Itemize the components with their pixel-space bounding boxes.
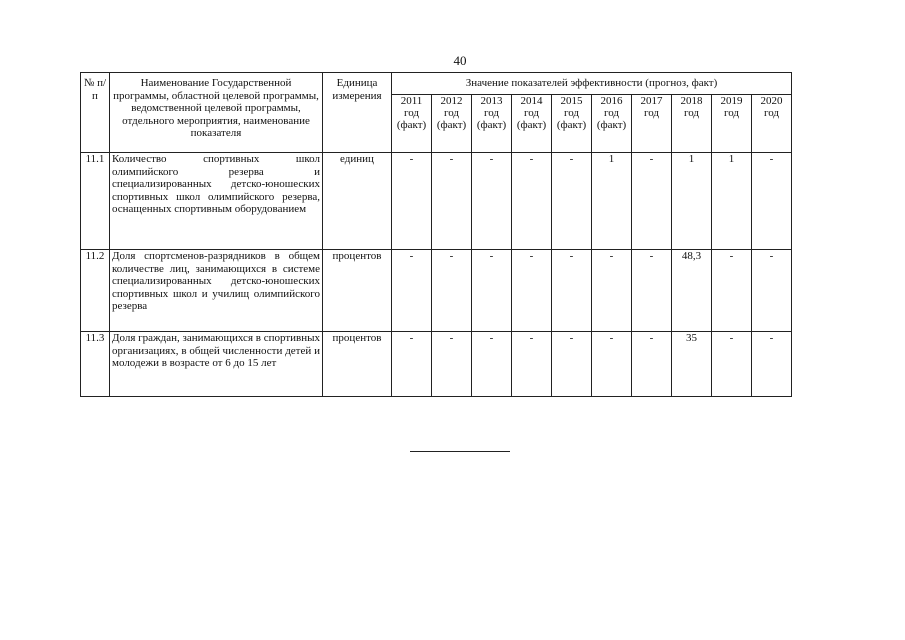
header-year-year: 2011 bbox=[400, 95, 423, 107]
value-cell-2015: - bbox=[552, 332, 592, 397]
header-year-year: 2012 bbox=[440, 95, 463, 107]
header-year-line2: год bbox=[763, 107, 780, 119]
value-cell-2012: - bbox=[432, 332, 472, 397]
header-year-2016 bbox=[592, 95, 632, 153]
indicator-name: Доля граждан, занимающихся в спортивных организациях, в общей численности детей и молодежи в возрасте от 6 до 15 лет bbox=[110, 332, 323, 397]
header-year-line2: год bbox=[403, 107, 420, 119]
indicator-unit: процентов bbox=[323, 250, 392, 332]
header-year-year: 2018 bbox=[680, 95, 703, 107]
header-year-year: 2013 bbox=[480, 95, 503, 107]
indicator-unit: процентов bbox=[323, 332, 392, 397]
header-year-line3: (факт) bbox=[516, 119, 547, 131]
header-year-2019 bbox=[712, 95, 752, 153]
table-row bbox=[81, 250, 792, 332]
closing-rule bbox=[410, 451, 510, 452]
row-number: 11.1 bbox=[81, 153, 110, 250]
header-year-2017 bbox=[632, 95, 672, 153]
value-cell-2011: - bbox=[392, 250, 432, 332]
value-cell-2017: - bbox=[632, 250, 672, 332]
header-year-year: 2017 bbox=[640, 95, 663, 107]
indicator-unit: единиц bbox=[323, 153, 392, 250]
header-year-line3: (факт) bbox=[436, 119, 467, 131]
header-year-line2: год bbox=[603, 107, 620, 119]
indicator-name: Количество спортивных школ олимпийского резерва и специализированных детско-юношеских спортивных школ олимпийского резерва, оснащенных спортивным оборудованием bbox=[110, 153, 323, 250]
value-cell-2015: - bbox=[552, 153, 592, 250]
header-year-line2: год bbox=[523, 107, 540, 119]
value-cell-2011: - bbox=[392, 332, 432, 397]
value-cell-2016: 1 bbox=[592, 153, 632, 250]
header-year-line2: год bbox=[443, 107, 460, 119]
header-year-line3: (факт) bbox=[476, 119, 507, 131]
value-cell-2020: - bbox=[752, 153, 792, 250]
header-year-line2: год bbox=[643, 107, 660, 119]
value-cell-2016: - bbox=[592, 250, 632, 332]
value-cell-2015: - bbox=[552, 250, 592, 332]
value-cell-2014: - bbox=[512, 153, 552, 250]
header-year-line3: (факт) bbox=[596, 119, 627, 131]
header-year-year: 2019 bbox=[720, 95, 743, 107]
indicators-table bbox=[80, 72, 792, 397]
table-row bbox=[81, 332, 792, 397]
header-year-2015 bbox=[552, 95, 592, 153]
value-cell-2012: - bbox=[432, 250, 472, 332]
header-year-line3: (факт) bbox=[396, 119, 427, 131]
header-year-line2: год bbox=[683, 107, 700, 119]
value-cell-2017: - bbox=[632, 153, 672, 250]
value-cell-2020: - bbox=[752, 332, 792, 397]
header-year-2018 bbox=[672, 95, 712, 153]
header-values-group: Значение показателей эффективности (прогноз, факт) bbox=[392, 73, 792, 95]
value-cell-2018: 48,3 bbox=[672, 250, 712, 332]
header-unit: Единица измерения bbox=[323, 73, 392, 153]
header-year-2013 bbox=[472, 95, 512, 153]
value-cell-2018: 35 bbox=[672, 332, 712, 397]
header-name: Наименование Государственной программы, областной целевой программы, ведомственной целевой программы, отдельного мероприятия, наименование показателя bbox=[110, 73, 323, 153]
header-year-2012 bbox=[432, 95, 472, 153]
value-cell-2013: - bbox=[472, 250, 512, 332]
value-cell-2020: - bbox=[752, 250, 792, 332]
table-body bbox=[81, 153, 792, 397]
page-number: 40 bbox=[453, 53, 467, 68]
indicator-name: Доля спортсменов-разрядников в общем количестве лиц, занимающихся в системе специализированных детско-юношеских спортивных школ и училищ олимпийского резерва bbox=[110, 250, 323, 332]
value-cell-2019: - bbox=[712, 250, 752, 332]
row-number: 11.3 bbox=[81, 332, 110, 397]
table-row bbox=[81, 153, 792, 250]
value-cell-2013: - bbox=[472, 153, 512, 250]
value-cell-2014: - bbox=[512, 332, 552, 397]
header-year-line2: год bbox=[723, 107, 740, 119]
value-cell-2014: - bbox=[512, 250, 552, 332]
header-year-2011 bbox=[392, 95, 432, 153]
header-year-line2: год bbox=[563, 107, 580, 119]
value-cell-2012: - bbox=[432, 153, 472, 250]
header-no: № п/п bbox=[81, 73, 110, 153]
header-year-year: 2020 bbox=[760, 95, 783, 107]
value-cell-2011: - bbox=[392, 153, 432, 250]
header-year-2020 bbox=[752, 95, 792, 153]
header-year-2014 bbox=[512, 95, 552, 153]
value-cell-2016: - bbox=[592, 332, 632, 397]
value-cell-2013: - bbox=[472, 332, 512, 397]
header-year-line3: (факт) bbox=[556, 119, 587, 131]
row-number: 11.2 bbox=[81, 250, 110, 332]
header-year-line2: год bbox=[483, 107, 500, 119]
value-cell-2018: 1 bbox=[672, 153, 712, 250]
header-year-year: 2014 bbox=[520, 95, 543, 107]
value-cell-2017: - bbox=[632, 332, 672, 397]
value-cell-2019: - bbox=[712, 332, 752, 397]
header-year-year: 2016 bbox=[600, 95, 623, 107]
value-cell-2019: 1 bbox=[712, 153, 752, 250]
header-year-year: 2015 bbox=[560, 95, 583, 107]
